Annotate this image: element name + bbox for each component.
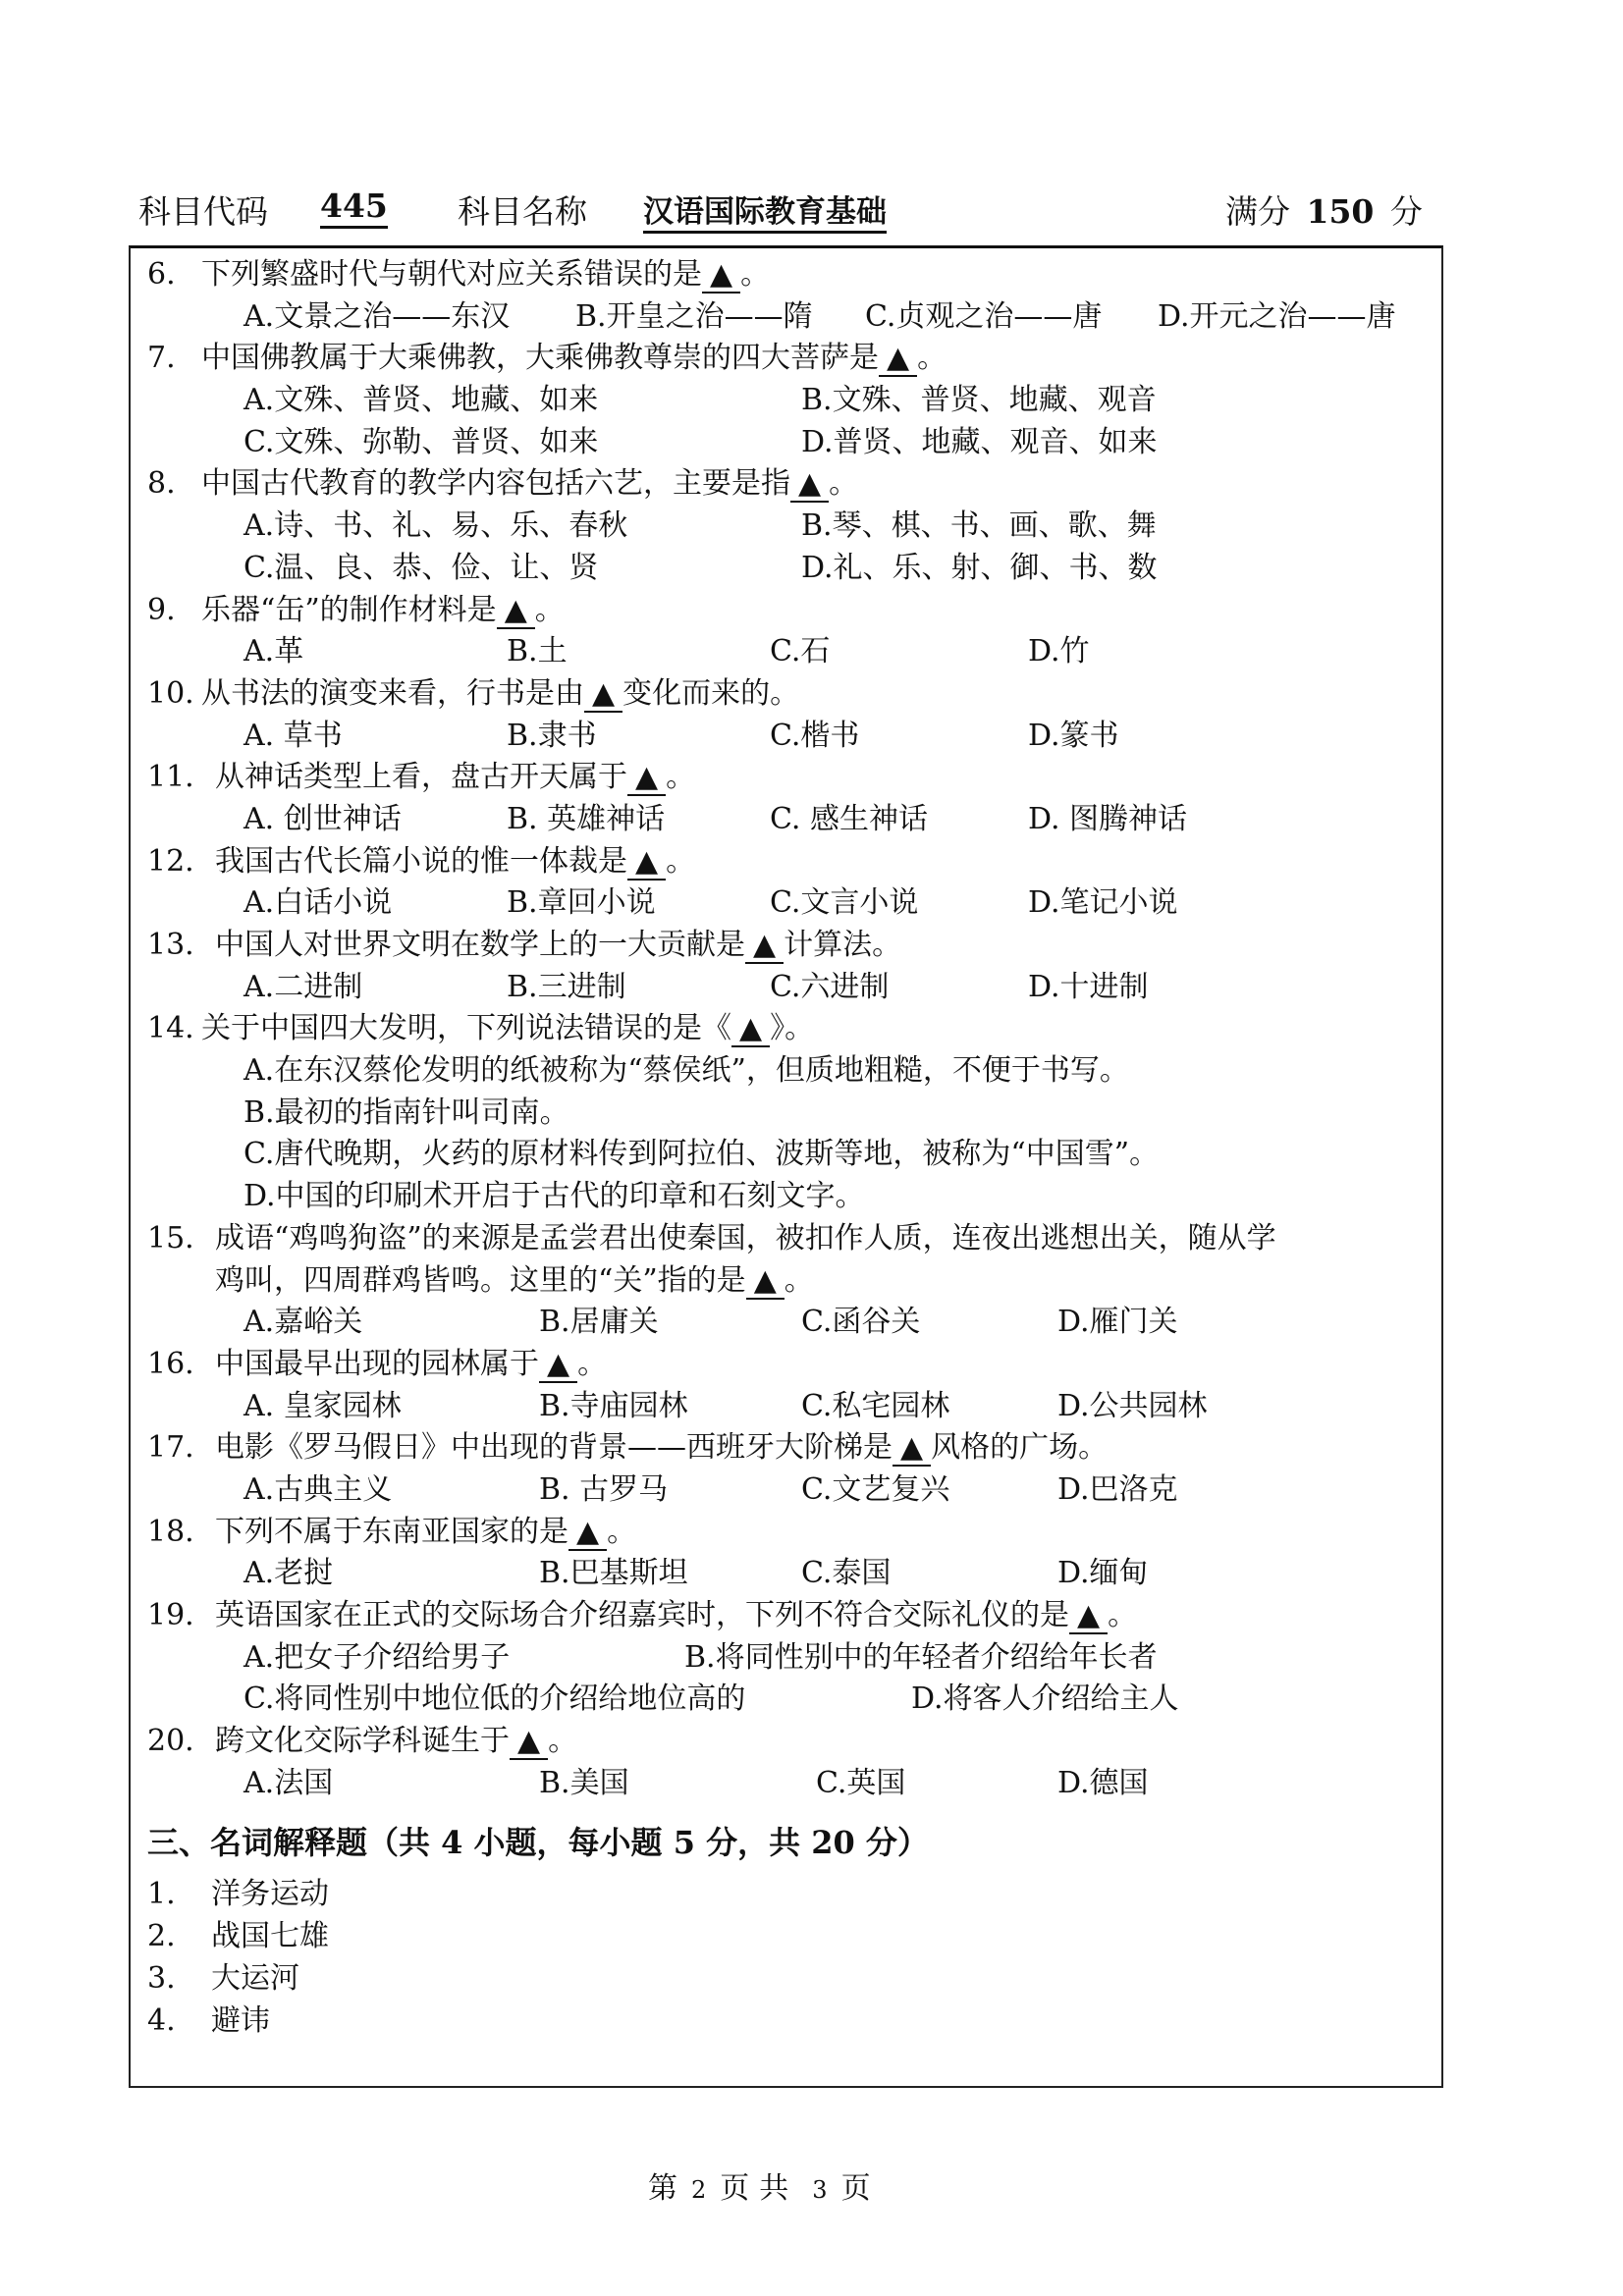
question-list — [131, 254, 1441, 2042]
stem-text: 乐器“缶”的制作材料是 — [201, 592, 497, 627]
answer-blank: ▲ — [510, 1725, 548, 1760]
footer-pre: 第 — [648, 2171, 677, 2206]
stem-text: 中国佛教属于大乘佛教，大乘佛教尊崇的四大菩萨是 — [201, 341, 879, 376]
option-c: C.贞观之治——唐 — [865, 298, 1103, 334]
full-score-unit: 分 — [1389, 192, 1423, 231]
option-line — [131, 1637, 1441, 1680]
option-c: C.唐代晚期，火药的原材料传到阿拉伯、波斯等地，被称为“中国雪”。 — [243, 1137, 1160, 1172]
stem-text: 跨文化交际学科诞生于 — [215, 1724, 510, 1759]
question-stem-line — [131, 463, 1441, 506]
stem-text: 下列不属于东南亚国家的是 — [215, 1514, 568, 1549]
question-number: 20. — [147, 1724, 194, 1759]
stem-text: 。 — [577, 1346, 608, 1381]
question-stem — [215, 1260, 814, 1303]
full-score — [1225, 187, 1423, 233]
option-line — [131, 1763, 1441, 1805]
option-a: A.白话小说 — [243, 885, 393, 921]
option-c: C.英国 — [816, 1765, 906, 1800]
question-stem — [215, 841, 695, 883]
option-a: A.文殊、普贤、地藏、如来 — [243, 383, 599, 418]
stem-text: 中国最早出现的园林属于 — [215, 1346, 539, 1381]
option-a: A.革 — [243, 634, 304, 669]
option-d: D.德国 — [1057, 1765, 1149, 1800]
option-a: A.二进制 — [243, 969, 363, 1004]
subject-code-number: 445 — [320, 187, 388, 229]
option-b: B.开皇之治——隋 — [575, 298, 813, 334]
option-d: D.开元之治——唐 — [1158, 298, 1396, 334]
question-number: 14. — [147, 1011, 194, 1046]
option-c: C.楷书 — [770, 718, 860, 753]
term-number: 1. — [147, 1877, 176, 1912]
stem-text: 中国古代教育的教学内容包括六艺，主要是指 — [201, 466, 790, 502]
option-b: B.文殊、普贤、地藏、观音 — [801, 383, 1157, 418]
page-total: 3 — [812, 2176, 828, 2204]
question-number: 11. — [147, 760, 194, 795]
option-d: D.将客人介绍给主人 — [911, 1682, 1179, 1717]
subject-name-label: 科目名称 — [458, 192, 587, 231]
page-footer — [648, 2163, 871, 2207]
option-b: B.琴、棋、书、画、歌、舞 — [801, 508, 1157, 544]
question-stem-line — [131, 254, 1441, 296]
stem-text: 英语国家在正式的交际场合介绍嘉宾时，下列不符合交际礼仪的是 — [215, 1598, 1069, 1632]
option-b: B.最初的指南针叫司南。 — [243, 1095, 569, 1130]
page-number: 2 — [691, 2176, 707, 2204]
option-a: A. 草书 — [243, 718, 343, 753]
stem-text: 我国古代长篇小说的惟一体裁是 — [215, 843, 627, 879]
option-c: C.石 — [770, 634, 831, 669]
term-number: 4. — [147, 2003, 176, 2039]
question-stem-line — [131, 1427, 1441, 1469]
question-number: 19. — [147, 1598, 194, 1632]
question-stem-line — [131, 1595, 1441, 1637]
option-line — [131, 296, 1441, 339]
question-stem-line — [131, 590, 1441, 632]
term-item — [131, 1873, 1441, 1915]
footer-mid: 页共 — [720, 2171, 799, 2206]
stem-text: 关于中国四大发明，下列说法错误的是《 — [201, 1011, 731, 1046]
option-b: B.三进制 — [507, 969, 626, 1004]
answer-blank: ▲ — [584, 677, 622, 713]
term-text: 洋务运动 — [211, 1877, 329, 1912]
question-number: 18. — [147, 1514, 194, 1549]
option-d: D.礼、乐、射、御、书、数 — [801, 550, 1158, 585]
option-a: A.法国 — [243, 1765, 334, 1800]
term-text: 战国七雄 — [211, 1919, 329, 1954]
question-box — [129, 245, 1443, 2088]
question-number: 10. — [147, 675, 194, 711]
option-b: B.居庸关 — [539, 1305, 659, 1340]
term-item — [131, 1957, 1441, 2000]
option-a: A. 皇家园林 — [243, 1388, 402, 1423]
question-stem — [215, 1595, 1137, 1637]
stem-text: 中国人对世界文明在数学上的一大贡献是 — [215, 928, 745, 962]
option-line — [131, 422, 1441, 464]
question-number: 8. — [147, 466, 176, 502]
stem-text: 从神话类型上看，盘古开天属于 — [215, 760, 627, 795]
option-line — [131, 1386, 1441, 1428]
stem-text: 。 — [666, 760, 696, 795]
subject-name-value — [643, 187, 887, 231]
option-line — [131, 882, 1441, 925]
question-stem-line — [131, 1260, 1441, 1303]
term-number: 3. — [147, 1961, 176, 1997]
subject-code-label: 科目代码 — [138, 192, 268, 231]
question-stem-line — [131, 757, 1441, 799]
option-d: D. 图腾神话 — [1028, 801, 1188, 836]
option-a: A. 创世神话 — [243, 801, 402, 836]
stem-text: 电影《罗马假日》中出现的背景——西班牙大阶梯是 — [215, 1430, 893, 1466]
answer-blank: ▲ — [746, 1264, 784, 1300]
answer-blank: ▲ — [568, 1516, 607, 1551]
section-3-title: 三、名词解释题（共 4 小题，每小题 5 分，共 20 分） — [147, 1824, 929, 1862]
question-stem — [215, 1512, 636, 1554]
question-stem — [215, 1721, 577, 1763]
answer-blank: ▲ — [745, 929, 784, 964]
option-d: D.缅甸 — [1057, 1556, 1149, 1591]
question-stem-line — [131, 841, 1441, 883]
option-c: C.文艺复兴 — [801, 1471, 950, 1507]
option-d: D.竹 — [1028, 634, 1090, 669]
question-stem-line — [131, 338, 1441, 380]
option-line — [131, 548, 1441, 590]
option-c: C.函谷关 — [801, 1305, 921, 1340]
option-b: B.美国 — [539, 1765, 629, 1800]
stem-text: 计算法。 — [784, 928, 902, 962]
question-stem-line — [131, 925, 1441, 967]
question-number: 12. — [147, 843, 194, 879]
subject-name-text: 汉语国际教育基础 — [643, 194, 887, 234]
question-stem — [201, 254, 770, 296]
term-text: 大运河 — [211, 1961, 299, 1997]
option-c: C.六进制 — [770, 969, 890, 1004]
option-b: B.将同性别中的年轻者介绍给年长者 — [684, 1639, 1158, 1675]
stem-text: 下列繁盛时代与朝代对应关系错误的是 — [201, 257, 702, 292]
question-number: 15. — [147, 1220, 194, 1255]
option-line — [131, 1093, 1441, 1135]
answer-blank: ▲ — [627, 761, 666, 796]
option-line — [131, 1134, 1441, 1176]
option-c: C.私宅园林 — [801, 1388, 950, 1423]
option-line — [131, 1679, 1441, 1721]
question-stem — [215, 1427, 1108, 1469]
option-line — [131, 799, 1441, 841]
term-text: 避讳 — [211, 2003, 270, 2039]
term-number: 2. — [147, 1919, 176, 1954]
stem-text: 风格的广场。 — [931, 1430, 1109, 1466]
option-line — [131, 631, 1441, 673]
option-b: B. 英雄神话 — [507, 801, 666, 836]
answer-blank: ▲ — [893, 1431, 931, 1467]
stem-text: 。 — [607, 1514, 637, 1549]
answer-blank: ▲ — [627, 845, 666, 881]
question-number: 16. — [147, 1346, 194, 1381]
answer-blank: ▲ — [497, 594, 535, 629]
option-a: A.诗、书、礼、易、乐、春秋 — [243, 508, 628, 544]
question-number: 6. — [147, 257, 176, 292]
question-stem-line — [131, 1344, 1441, 1386]
answer-blank: ▲ — [1069, 1599, 1108, 1634]
full-score-label: 满分 — [1225, 192, 1290, 231]
question-stem-line — [131, 1008, 1441, 1050]
stem-text: 》。 — [770, 1011, 815, 1046]
question-stem — [215, 925, 901, 967]
stem-text: 。 — [829, 466, 859, 502]
option-a: A.在东汉蔡伦发明的纸被称为“蔡侯纸”，但质地粗糙，不便于书写。 — [243, 1053, 1129, 1089]
option-d: D.雁门关 — [1057, 1305, 1178, 1340]
option-d: D.十进制 — [1028, 969, 1149, 1004]
option-a: A.文景之治——东汉 — [243, 298, 511, 334]
question-stem — [201, 673, 799, 716]
question-number: 9. — [147, 592, 176, 627]
stem-text: 从书法的演变来看，行书是由 — [201, 675, 584, 711]
question-stem-line — [131, 1218, 1441, 1260]
option-c: C.文殊、弥勒、普贤、如来 — [243, 424, 599, 459]
option-line — [131, 380, 1441, 422]
term-item — [131, 1915, 1441, 1957]
question-stem-line — [131, 673, 1441, 716]
stem-text: 。 — [740, 257, 771, 292]
option-line — [131, 1302, 1441, 1344]
answer-blank: ▲ — [731, 1012, 770, 1047]
question-stem — [215, 757, 695, 799]
option-c: C.温、良、恭、俭、让、贤 — [243, 550, 599, 585]
answer-blank: ▲ — [879, 342, 917, 377]
option-d: D.笔记小说 — [1028, 885, 1178, 921]
question-stem — [201, 1008, 814, 1050]
option-d: D.公共园林 — [1057, 1388, 1208, 1423]
option-c: C.泰国 — [801, 1556, 892, 1591]
option-c: C. 感生神话 — [770, 801, 928, 836]
option-d: D.巴洛克 — [1057, 1471, 1178, 1507]
option-d: D.中国的印刷术开启于古代的印章和石刻文字。 — [243, 1179, 865, 1214]
term-item — [131, 2000, 1441, 2042]
option-a: A.把女子介绍给男子 — [243, 1639, 511, 1675]
option-line — [131, 1553, 1441, 1595]
option-a: A.古典主义 — [243, 1471, 393, 1507]
stem-text: 变化而来的。 — [622, 675, 800, 711]
stem-text: 。 — [548, 1724, 578, 1759]
stem-text: 鸡叫，四周群鸡皆鸣。这里的“关”指的是 — [215, 1262, 746, 1298]
question-stem-line — [131, 1721, 1441, 1763]
option-d: D.普贤、地藏、观音、如来 — [801, 424, 1158, 459]
stem-text: 。 — [666, 843, 696, 879]
option-b: B.土 — [507, 634, 568, 669]
option-c: C.将同性别中地位低的介绍给地位高的 — [243, 1682, 746, 1717]
question-number: 17. — [147, 1430, 194, 1466]
footer-post: 页 — [840, 2171, 871, 2206]
question-stem — [201, 463, 858, 506]
answer-blank: ▲ — [702, 258, 740, 294]
stem-text: 成语“鸡鸣狗盗”的来源是孟尝君出使秦国，被扣作人质，连夜出逃想出关，随从学 — [215, 1220, 1276, 1255]
option-b: B. 古罗马 — [539, 1471, 669, 1507]
option-a: A.嘉峪关 — [243, 1305, 363, 1340]
option-b: B.章回小说 — [507, 885, 656, 921]
option-line — [131, 967, 1441, 1009]
stem-text: 。 — [784, 1262, 814, 1298]
option-b: B.巴基斯坦 — [539, 1556, 688, 1591]
question-stem — [201, 338, 947, 380]
answer-blank: ▲ — [790, 467, 829, 503]
question-stem — [201, 590, 565, 632]
question-stem — [215, 1344, 607, 1386]
full-score-value: 150 — [1306, 192, 1375, 231]
question-stem — [215, 1218, 1276, 1260]
question-number: 7. — [147, 341, 176, 376]
option-d: D.篆书 — [1028, 718, 1119, 753]
option-line — [131, 506, 1441, 548]
option-line — [131, 1469, 1441, 1512]
question-stem-line — [131, 1512, 1441, 1554]
stem-text: 。 — [1108, 1598, 1138, 1632]
answer-blank: ▲ — [539, 1348, 577, 1383]
option-line — [131, 1176, 1441, 1218]
stem-text: 。 — [534, 592, 565, 627]
stem-text: 。 — [917, 341, 947, 376]
option-b: B.隶书 — [507, 718, 597, 753]
question-number: 13. — [147, 928, 194, 962]
option-b: B.寺庙园林 — [539, 1388, 688, 1423]
option-a: A.老挝 — [243, 1556, 334, 1591]
option-line — [131, 1050, 1441, 1093]
option-line — [131, 716, 1441, 758]
option-c: C.文言小说 — [770, 885, 919, 921]
subject-code-value — [320, 187, 388, 225]
